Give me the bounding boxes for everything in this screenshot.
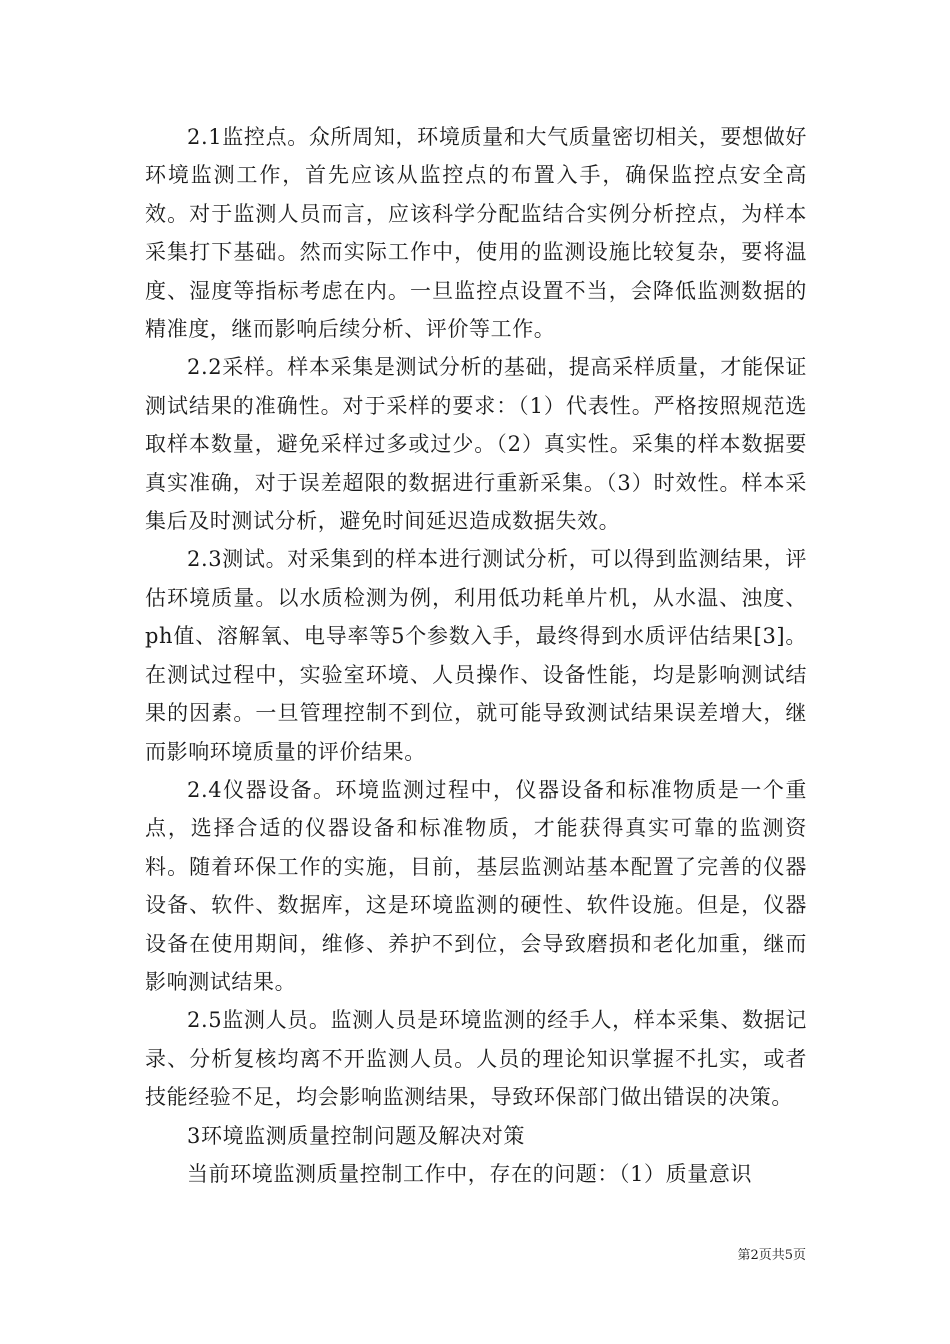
paragraph-2-4: 2.4仪器设备。环境监测过程中，仪器设备和标准物质是一个重点，选择合适的仪器设备和标准物质，才能获得真实可靠的监测资料。随着环保工作的实施，目前，基层监测站基本配置了完善的仪器设备、软件、数据库，这是环境监测的硬性、软件设施。但是，仪器设备在使用期间，维修、养护不到位，会导致磨损和老化加重，继而影响测试结果。 bbox=[145, 777, 807, 994]
page-number-footer: 第2页共5页 bbox=[737, 1248, 806, 1263]
paragraph-2-5: 2.5监测人员。监测人员是环境监测的经手人，样本采集、数据记录、分析复核均离不开监测人员。人员的理论知识掌握不扎实，或者技能经验不足，均会影响监测结果，导致环保部门做出错误的决策。 bbox=[145, 1008, 807, 1110]
paragraph-3-intro: 当前环境监测质量控制工作中，存在的问题：（1）质量意识 bbox=[187, 1161, 753, 1186]
section-heading: 3环境监测质量控制问题及解决对策 bbox=[187, 1123, 525, 1148]
paragraph-2-1: 2.1监控点。众所周知，环境质量和大气质量密切相关，要想做好环境监测工作，首先应该从监控点的布置入手，确保监控点安全高效。对于监测人员而言，应该科学分配监结合实例分析控点，为样本采集打下基础。然而实际工作中，使用的监测设施比较复杂，要将温度、湿度等指标考虑在内。一旦监控点设置不当，会降低监测数据的精准度，继而影响后续分析、评价等工作。 bbox=[145, 125, 807, 342]
document-body bbox=[145, 118, 807, 1193]
paragraph-2-2: 2.2采样。样本采集是测试分析的基础，提高采样质量，才能保证测试结果的准确性。对于采样的要求：（1）代表性。严格按照规范选取样本数量，避免采样过多或过少。（2）真实性。采集的样本数据要真实准确，对于误差超限的数据进行重新采集。（3）时效性。样本采集后及时测试分析，避免时间延迟造成数据失效。 bbox=[145, 355, 807, 534]
paragraph-2-3: 2.3测试。对采集到的样本进行测试分析，可以得到监测结果，评估环境质量。以水质检测为例，利用低功耗单片机，从水温、浊度、ph值、溶解氧、电导率等5个参数入手，最终得到水质评估结果[3]。在测试过程中，实验室环境、人员操作、设备性能，均是影响测试结果的因素。一旦管理控制不到位，就可能导致测试结果误差增大，继而影响环境质量的评价结果。 bbox=[145, 547, 807, 764]
